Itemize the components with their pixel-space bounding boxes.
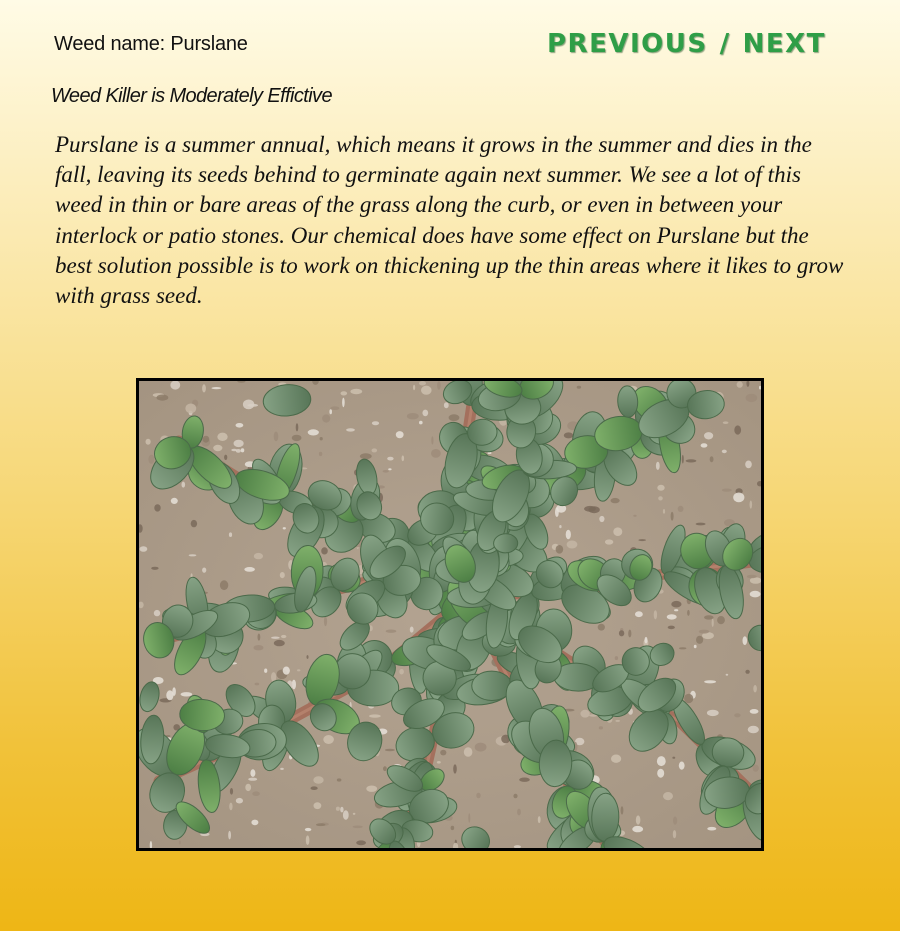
effectiveness-rating: Weed Killer is Moderately Effictive xyxy=(51,85,332,107)
weed-name-heading: Weed name: Purslane xyxy=(54,33,248,55)
weed-description: Purslane is a summer annual, which means it grows in the summer and dies in the fall, leaving its seeds behind to germinate again next summer. We see a lot of this weed in thin or bare areas of the grass along the curb, or even in between your interlock or patio stones. Our chemical does have some effect on Purslane but the best solution possible is to work on thickening up the thin areas where it likes to grow with grass seed. xyxy=(55,132,844,309)
previous-link[interactable]: PREVIOUS xyxy=(547,29,708,59)
purslane-photo xyxy=(136,378,764,851)
purslane-plant-image xyxy=(139,381,761,848)
next-link[interactable]: NEXT xyxy=(742,29,826,59)
nav-separator: / xyxy=(719,29,731,59)
weed-navigation xyxy=(547,29,826,59)
